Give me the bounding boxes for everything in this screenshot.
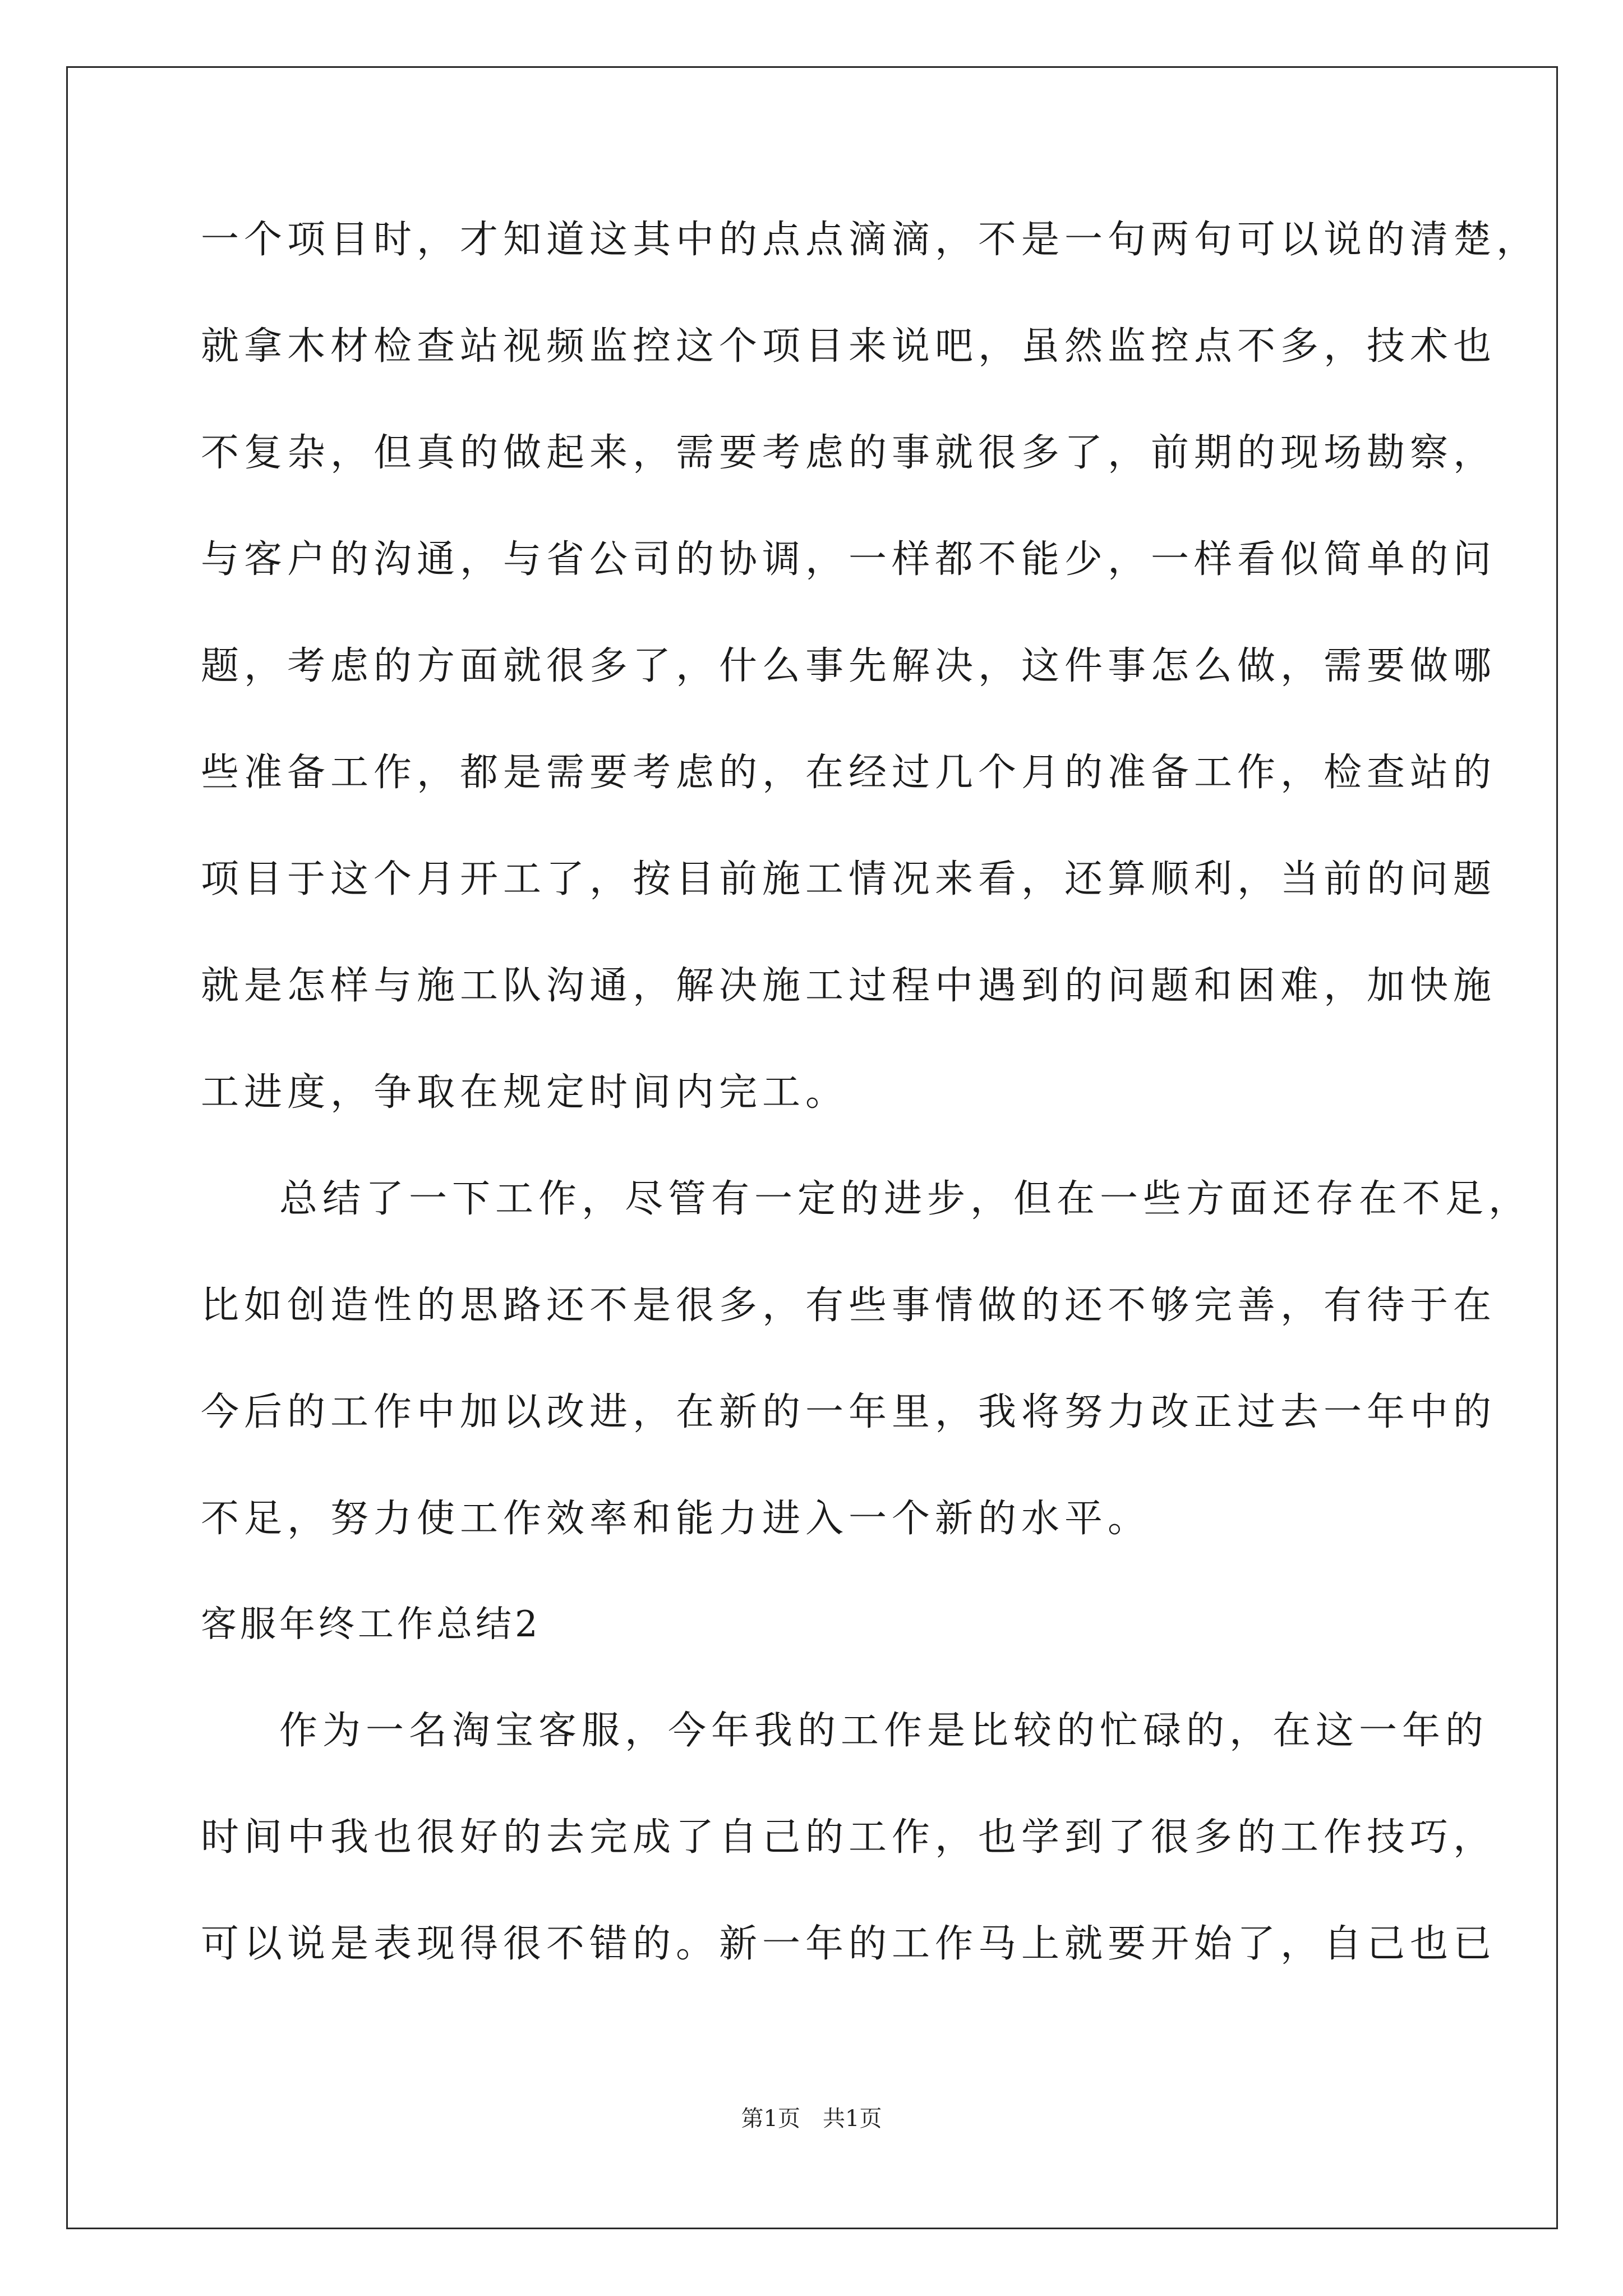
paragraph-line: 今后的工作中加以改进，在新的一年里，我将努力改正过去一年中的 <box>201 1390 1497 1434</box>
paragraph-line: 与客户的沟通，与省公司的协调，一样都不能少，一样看似简单的问 <box>201 537 1497 582</box>
paragraph-line: 不复杂，但真的做起来，需要考虑的事就很多了，前期的现场勘察， <box>201 431 1497 475</box>
paragraph-line: 些准备工作，都是需要考虑的，在经过几个月的准备工作，检查站的 <box>201 751 1497 795</box>
paragraph-line: 一个项目时，才知道这其中的点点滴滴，不是一句两句可以说的清楚， <box>201 218 1540 262</box>
section-heading: 客服年终工作总结2 <box>201 1604 541 1645</box>
page-border <box>66 66 1558 2229</box>
paragraph-line: 题，考虑的方面就很多了，什么事先解决，这件事怎么做，需要做哪 <box>201 644 1497 688</box>
paragraph-line: 时间中我也很好的去完成了自己的工作，也学到了很多的工作技巧， <box>201 1815 1497 1860</box>
paragraph-line: 就拿木材检查站视频监控这个项目来说吧，虽然监控点不多，技术也 <box>201 324 1497 369</box>
paragraph-line: 工进度，争取在规定时间内完工。 <box>201 1070 849 1115</box>
paragraph-line: 项目于这个月开工了，按目前施工情况来看，还算顺利，当前的问题 <box>201 857 1497 901</box>
paragraph-line: 作为一名淘宝客服，今年我的工作是比较的忙碌的，在这一年的 <box>279 1709 1489 1753</box>
paragraph-line: 比如创造性的思路还不是很多，有些事情做的还不够完善，有待于在 <box>201 1283 1497 1328</box>
paragraph-line: 总结了一下工作，尽管有一定的进步，但在一些方面还存在不足， <box>279 1177 1532 1221</box>
paragraph-line: 就是怎样与施工队沟通，解决施工过程中遇到的问题和困难，加快施 <box>201 964 1497 1008</box>
paragraph-line: 可以说是表现得很不错的。新一年的工作马上就要开始了，自己也已 <box>201 1922 1497 1966</box>
page-footer: 第1页 共1页 <box>741 2106 882 2132</box>
paragraph-line: 不足，努力使工作效率和能力进入一个新的水平。 <box>201 1497 1151 1541</box>
